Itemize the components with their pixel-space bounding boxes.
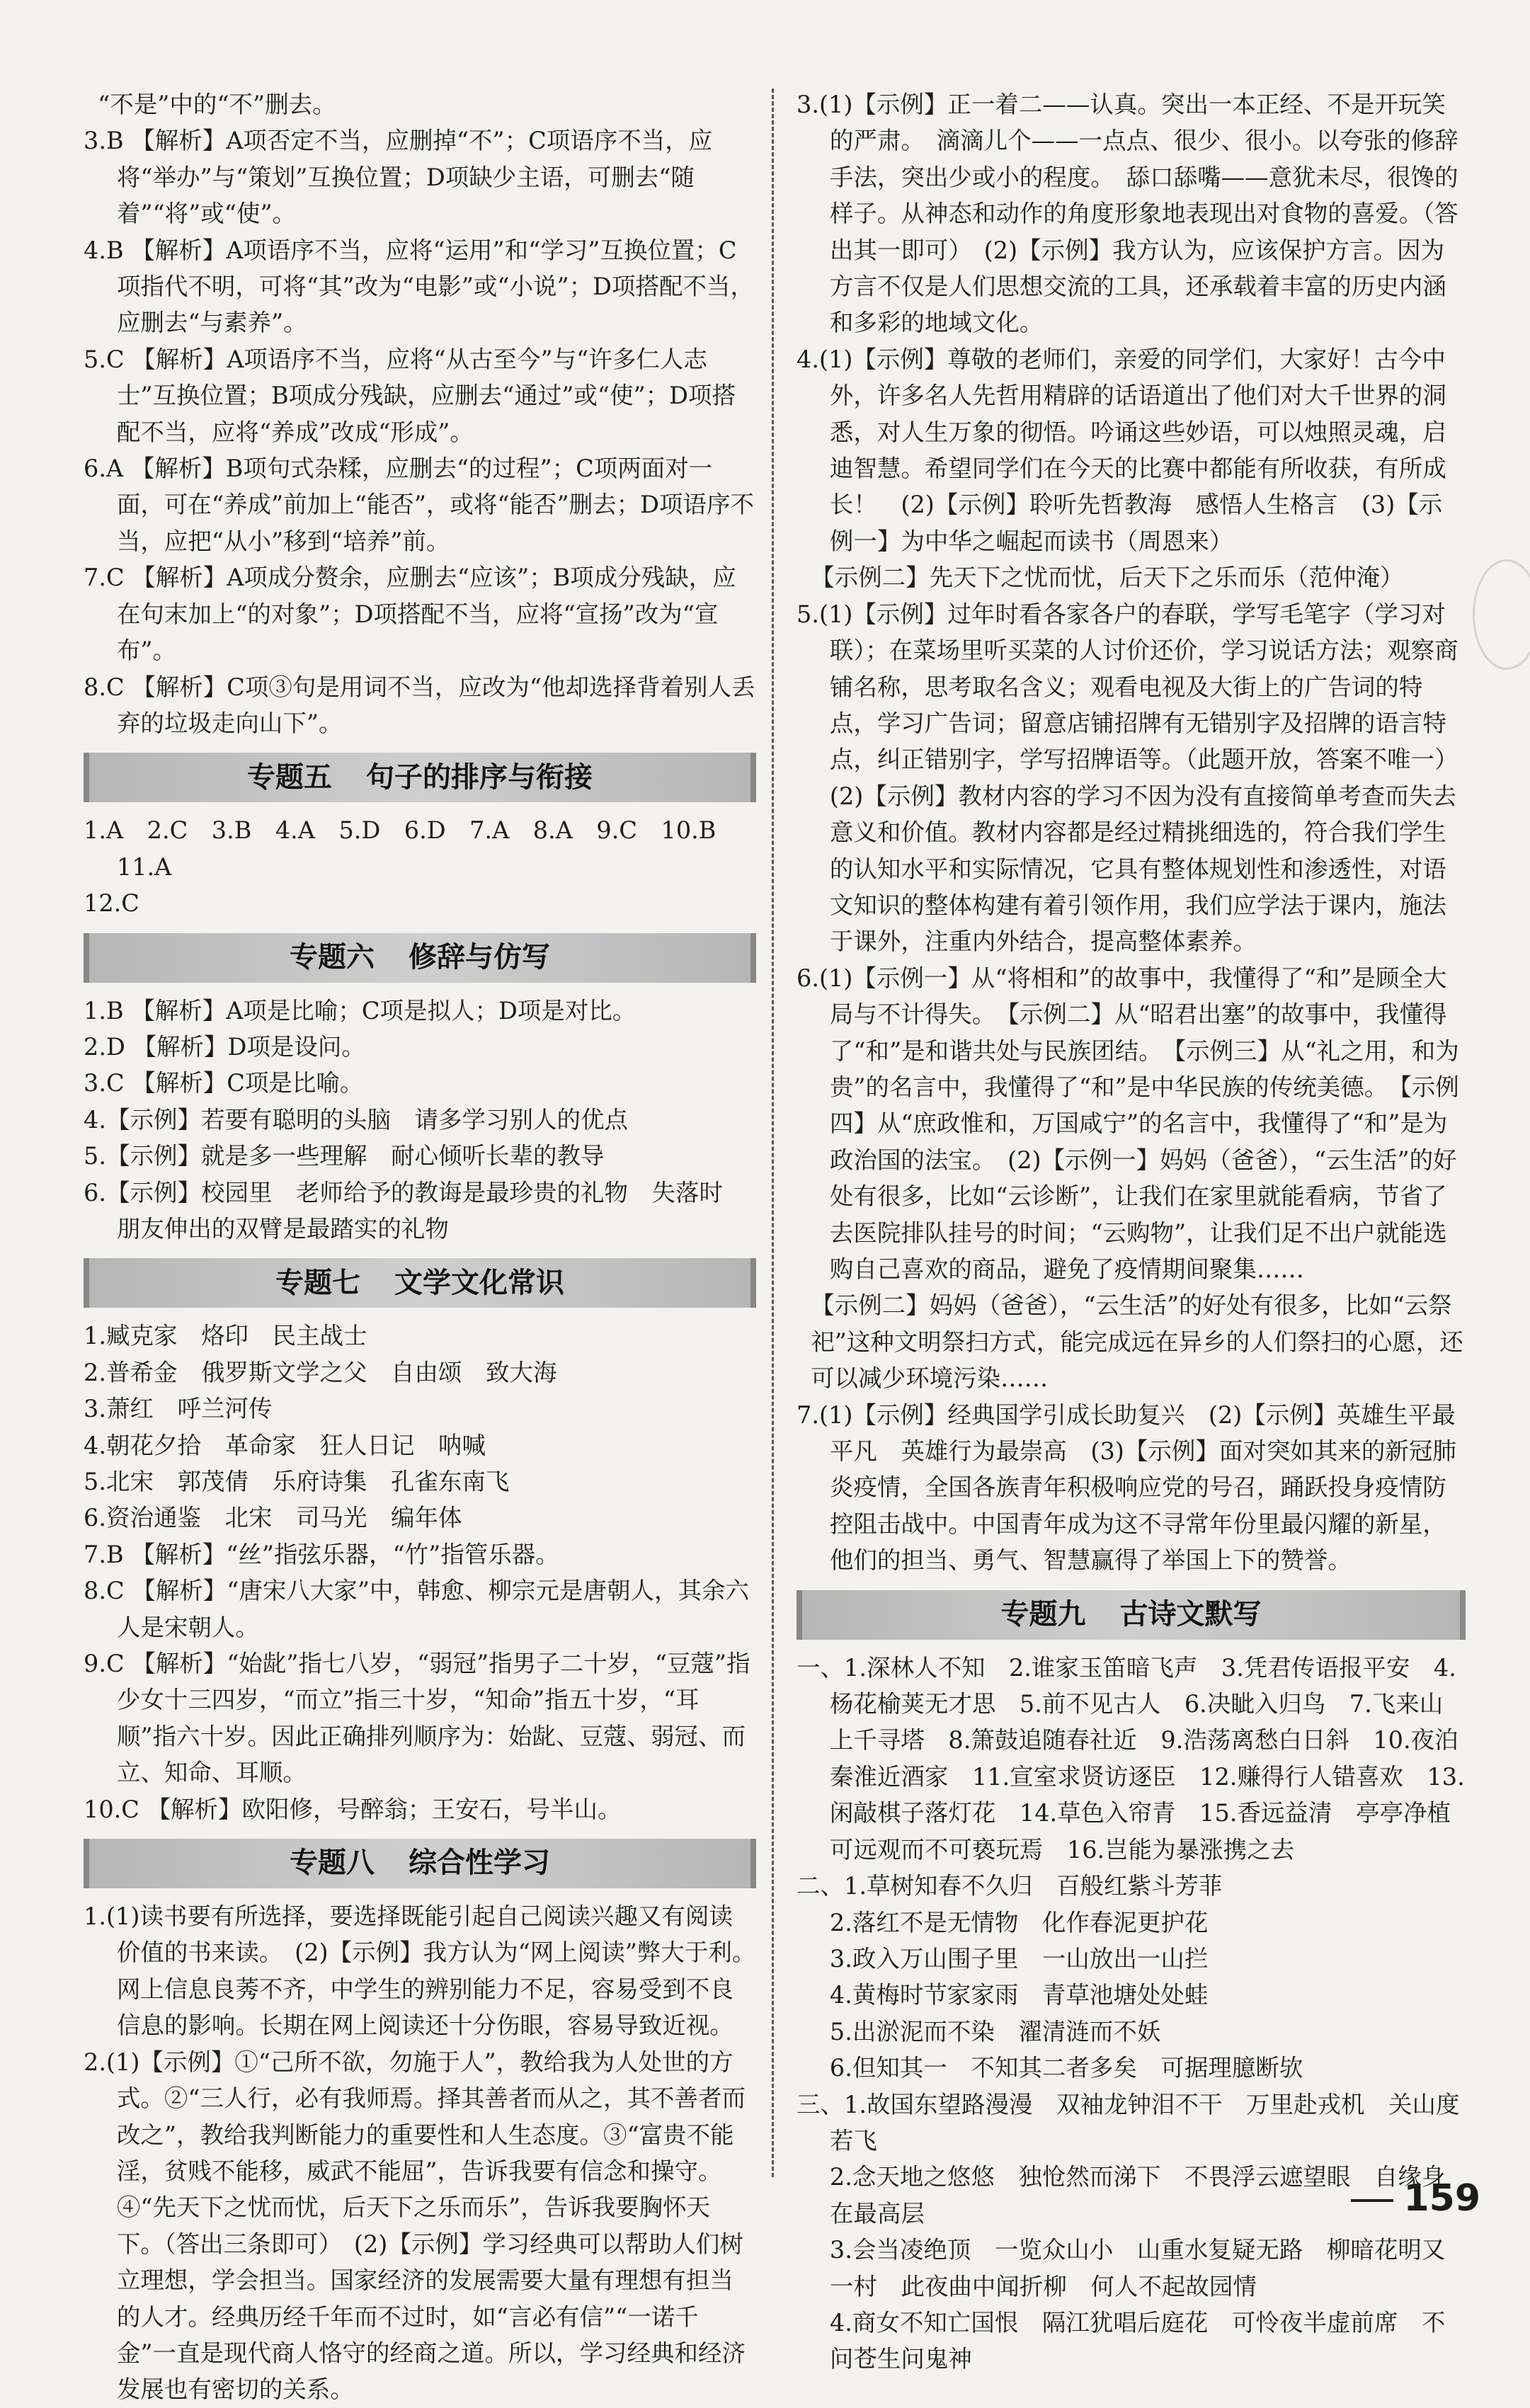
section-heading-7 bbox=[84, 1258, 756, 1308]
section-number: 专题七 bbox=[275, 1266, 360, 1299]
section-number: 专题六 bbox=[290, 940, 375, 974]
answer-line: 7.(1)【示例】经典国学引成长助复兴 (2)【示例】英雄生平最平凡 英雄行为最崇高 (3)【示例】面对突如其来的新冠肺炎疫情，全国各族青年积极响应党的号召，踊跃投身疫情防控阻击战中。中国青年成为这不寻常年份里最闪耀的新星，他们的担当、勇气、智慧赢得了举国上下的赞誉。 bbox=[797, 1400, 1456, 1575]
answer-line: 12.C bbox=[84, 889, 139, 918]
page-number bbox=[1351, 2177, 1480, 2220]
answer-line: 7.C 【解析】A项成分赘余，应删去“应该”；B项成分残缺，应在句末加上“的对象”；D项搭配不当，应将“宣扬”改为“宣布”。 bbox=[84, 564, 736, 665]
right-column bbox=[797, 86, 1475, 2378]
answer-line: 4.【示例】若要有聪明的头脑 请多学习别人的优点 bbox=[84, 1105, 628, 1134]
answer-line: 3.(1)【示例】正一着二——认真。突出一本正经、不是开玩笑的严肃。 滴滴儿个——一点点、很少、很小。以夸张的修辞手法，突出少或小的程度。 舔口舔嘴——意犹未尽，很馋的样子。从神态和动作的角度形象地表现出对食物的喜爱。（答出其一即可） (2)【示例】我方认为，应该保护方言。因为方言不仅是人们思想交流的工具，还承载着丰富的历史内涵和多彩的地域文化。 bbox=[797, 91, 1458, 337]
answer-line: 1.B 【解析】A项是比喻；C项是拟人；D项是对比。 bbox=[84, 996, 636, 1025]
section-title: 古诗文默写 bbox=[1119, 1597, 1262, 1631]
answer-line: 6.(1)【示例一】从“将相和”的故事中，我懂得了“和”是顾全大局与不计得失。 【示例二】从“昭君出塞”的故事中，我懂得了“和”是和谐共处与民族团结。 【示例三】从“礼之用，和为贵”的名言中，我懂得了“和”是中华民族的传统美德。 【示例四】从“庶政惟和，万国咸宁”的名言中，我懂得了“和”是为政治国的法宝。 (2)【示例一】妈妈（爸爸），“云生活”的好处有很多，比如“云诊断”，让我们在家里就能看病，节省了去医院排队挂号的时间；“云购物”，让我们足不出户就能选购自己喜欢的商品，避免了疫情期间聚集…… bbox=[797, 964, 1459, 1283]
answer-line: 2.念天地之悠悠 独怆然而涕下 不畏浮云遮望眼 自缘身在最高层 bbox=[829, 2163, 1446, 2227]
section-heading-6 bbox=[84, 933, 756, 983]
answer-line: 【示例二】妈妈（爸爸），“云生活”的好处有很多，比如“云祭祀”这种文明祭扫方式，能完成远在异乡的人们祭扫的心愿，还可以减少环境污染…… bbox=[811, 1291, 1463, 1393]
answer-line: “不是”中的“不”删去。 bbox=[98, 91, 336, 118]
answer-line: 6.资治通鉴 北宋 司马光 编年体 bbox=[84, 1504, 462, 1532]
answer-line: 10.C 【解析】欧阳修，号醉翁；王安石，号半山。 bbox=[84, 1795, 622, 1823]
answer-line: 4.B 【解析】A项语序不当，应将“运用”和“学习”互换位置；C项指代不明，可将“其”改为“电影”或“小说”；D项搭配不当，应删去“与素养”。 bbox=[84, 236, 755, 337]
answer-line: 6.A 【解析】B项句式杂糅，应删去“的过程”；C项两面对一面，可在“养成”前加上“能否”，或将“能否”删去；D项语序不当，应把“从小”移到“培养”前。 bbox=[84, 455, 755, 555]
answer-line: 5.出淤泥而不染 濯清涟而不妖 bbox=[829, 2017, 1161, 2045]
answer-line: 三、1.故国东望路漫漫 双袖龙钟泪不干 万里赴戎机 关山度若飞 bbox=[797, 2090, 1460, 2155]
page-number-dash-icon bbox=[1351, 2199, 1393, 2202]
section-number: 专题九 bbox=[1000, 1597, 1086, 1631]
answer-line: 3.B 【解析】A项否定不当，应删掉“不”；C项语序不当，应将“举办”与“策划”互换位置；D项缺少主语，可删去“随着”“将”或“使”。 bbox=[84, 127, 713, 228]
answer-line: 2.普希金 俄罗斯文学之父 自由颂 致大海 bbox=[84, 1358, 557, 1386]
seal-stamp-icon bbox=[1473, 559, 1530, 670]
answer-line: 1.(1)读书要有所选择，要选择既能引起自己阅读兴趣又有阅读价值的书来读。 (2)【示例】我方认为“网上阅读”弊大于利。网上信息良莠不齐，中学生的辨别能力不足，容易受到不良信息的影响。长期在网上阅读还十分伤眼，容易导致近视。 bbox=[84, 1902, 756, 2040]
answer-line: 7.B 【解析】“丝”指弦乐器，“竹”指管乐器。 bbox=[84, 1540, 559, 1568]
column-divider bbox=[772, 89, 774, 2177]
answer-line: 9.C 【解析】“始龀”指七八岁，“弱冠”指男子二十岁，“豆蔻”指少女十三四岁，“而立”指三十岁，“知命”指五十岁，“耳顺”指六十岁。因此正确排列顺序为：始龀、豆蔻、弱冠、而立、知命、耳顺。 bbox=[84, 1650, 750, 1787]
section-title: 综合性学习 bbox=[409, 1847, 550, 1880]
answer-line: 5.(1)【示例】过年时看各家各户的春联，学写毛笔字（学习对联）；在菜场里听买菜的人讨价还价，学习说话方法；观察商铺名称，思考取名含义；观看电视及大街上的广告词的特点，学习广告词；留意店铺招牌有无错别字及招牌的语言特点，纠正错别字，学写招牌语等。（此题开放，答案不唯一） (2)【示例】教材内容的学习不因为没有直接简单考查而失去意义和价值。教材内容都是经过精挑细选的，符合我们学生的认知水平和实际情况，它具有整体规划性和渗透性，对语文知识的整体构建有着引领作用，我们应学法于课内，施法于课外，注重内外结合，提高整体素养。 bbox=[797, 600, 1471, 956]
section-title: 修辞与仿写 bbox=[409, 940, 550, 974]
section-heading-8 bbox=[84, 1839, 756, 1888]
answer-line: 5.北宋 郭茂倩 乐府诗集 孔雀东南飞 bbox=[84, 1468, 510, 1495]
answer-line: 3.C 【解析】C项是比喻。 bbox=[84, 1069, 364, 1097]
answer-line: 6.但知其一 不知其二者多矣 可据理臆断欤 bbox=[829, 2054, 1303, 2082]
section-number: 专题五 bbox=[247, 760, 332, 794]
answer-line: 一、1.深林人不知 2.谁家玉笛暗飞声 3.凭君传语报平安 4.杨花榆荚无才思 5.前不见古人 6.决眦入归鸟 7.飞来山上千寻塔 8.箫鼓追随春社近 9.浩荡离愁白日斜 10.夜泊秦淮近酒家 11.宣室求贤访逐臣 12.赚得行人错喜欢 13.闲敲棋子落灯花 14.草色入帘青 15.香远益清 亭亭净植 可远观而不可亵玩焉 16.岂能为暴涨携之去 bbox=[797, 1653, 1475, 1864]
section-heading-5 bbox=[84, 753, 756, 802]
answer-line: 4.(1)【示例】尊敬的老师们，亲爱的同学们，大家好！古今中外，许多名人先哲用精辟的话语道出了他们对大千世界的洞悉，对人生万象的彻悟。吟诵这些妙语，可以烛照灵魂，启迪智慧。希望同学们在今天的比赛中都能有所收获，有所成长！ (2)【示例】聆听先哲教海 感悟人生格言 (3)【示例一】为中华之崛起而读书（周恩来） bbox=[797, 345, 1446, 555]
answer-line: 4.朝花夕拾 革命家 狂人日记 呐喊 bbox=[84, 1431, 486, 1459]
answer-line: 【示例二】先天下之忧而忧，后天下之乐而乐（范仲淹） bbox=[811, 564, 1404, 592]
left-column bbox=[84, 86, 756, 2408]
answer-line: 4.商女不知亡国恨 隔江犹唱后庭花 可怜夜半虚前席 不问苍生问鬼神 bbox=[829, 2308, 1446, 2373]
answer-line: 6.【示例】校园里 老师给予的教诲是最珍贵的礼物 失落时 朋友伸出的双臂是最踏实的礼物 bbox=[84, 1178, 747, 1243]
answer-line: 2.落红不是无情物 化作春泥更护花 bbox=[829, 1908, 1209, 1936]
answer-line: 3.会当凌绝顶 一览众山小 山重水复疑无路 柳暗花明又一村 此夜曲中闻折柳 何人不起故园情 bbox=[829, 2236, 1446, 2300]
section-title: 句子的排序与衔接 bbox=[366, 760, 593, 794]
section-number: 专题八 bbox=[290, 1847, 375, 1880]
answer-line: 3.政入万山围子里 一山放出一山拦 bbox=[829, 1944, 1209, 1973]
answer-line: 2.D 【解析】D项是设问。 bbox=[84, 1032, 365, 1061]
answer-line: 二、1.草树知春不久归 百般红紫斗芳菲 bbox=[797, 1872, 1223, 1900]
answer-line: 8.C 【解析】C项③句是用词不当，应改为“他却选择背着别人丢弃的垃圾走向山下”。 bbox=[84, 673, 755, 737]
answer-line: 2.(1)【示例】①“己所不欲，勿施于人”，教给我为人处世的方式。②“三人行，必有我师焉。择其善者而从之，其不善者而改之”，教给我判断能力的重要性和人生态度。③“富贵不能淫，贫贱不能移，威武不能屈”，告诉我要有信念和操守。④“先天下之忧而忧，后天下之乐而乐”，告诉我要胸怀天下。（答出三条即可） (2)【示例】学习经典可以帮助人们树立理想，学会担当。国家经济的发展需要大量有理想有担当的人才。经典历经千年而不过时，如“言必有信”“一诺千金”一直是现代商人恪守的经商之道。所以，学习经典和经济发展也有密切的关系。 bbox=[84, 2048, 746, 2404]
answer-line: 1.臧克家 烙印 民主战士 bbox=[84, 1322, 367, 1350]
section-title: 文学文化常识 bbox=[394, 1266, 564, 1299]
answer-line: 5.C 【解析】A项语序不当，应将“从古至今”与“许多仁人志士”互换位置；B项成分残缺，应删去“通过”或“使”；D项搭配不当，应将“养成”改成“形成”。 bbox=[84, 345, 736, 446]
answer-line: 5.【示例】就是多一些理解 耐心倾听长辈的教导 bbox=[84, 1142, 605, 1170]
answer-line: 3.萧红 呼兰河传 bbox=[84, 1395, 273, 1423]
answer-line: 4.黄梅时节家家雨 青草池塘处处蛙 bbox=[829, 1981, 1209, 2009]
section-heading-9 bbox=[797, 1590, 1466, 1640]
answer-line: 1.A 2.C 3.B 4.A 5.D 6.D 7.A 8.A 9.C 10.B 11.A bbox=[84, 816, 740, 881]
answer-line: 8.C 【解析】“唐宋八大家”中，韩愈、柳宗元是唐朝人，其余六人是宋朝人。 bbox=[84, 1577, 749, 1641]
page-number-text: 159 bbox=[1403, 2177, 1480, 2220]
